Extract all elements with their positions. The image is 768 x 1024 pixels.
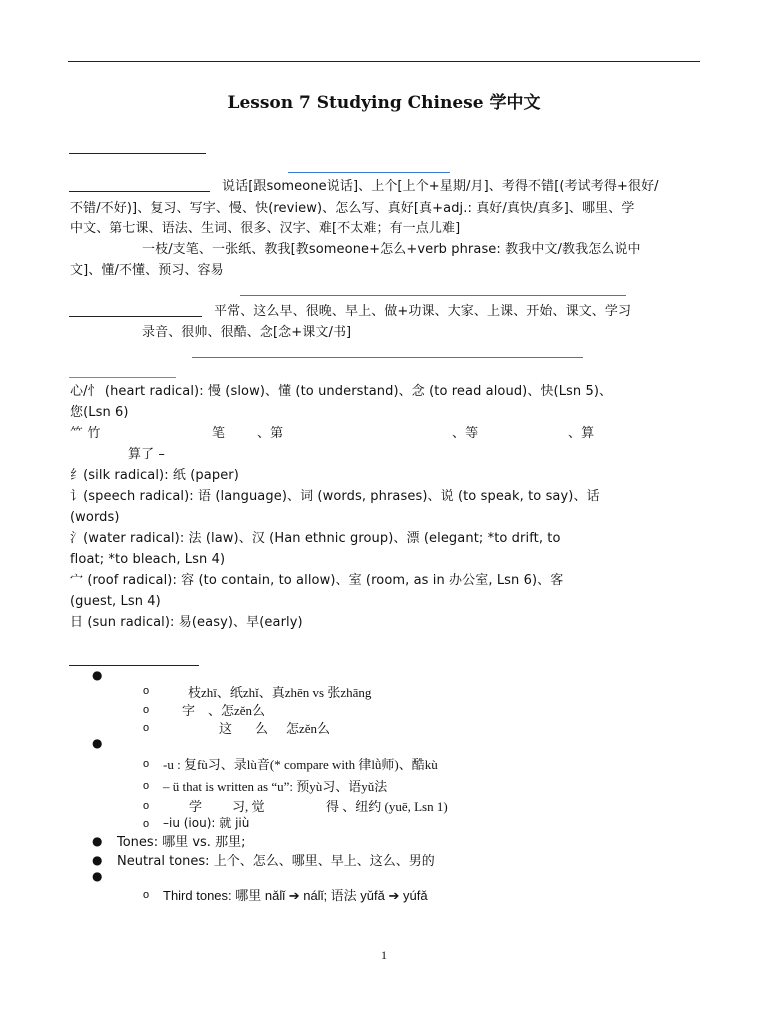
neutral-tones-line: Neutral tones: 上个、怎么、哪里、早上、这么、男的 xyxy=(117,854,435,869)
pron-item: 枝zhī、纸zhǐ、真zhēn vs 张zhāng xyxy=(188,685,372,700)
header-rule xyxy=(68,61,700,62)
pron-item: Third tones: 哪里 nǎlǐ ➔ nálǐ; 语法 yǔfǎ ➔ yúfǎ xyxy=(163,888,428,903)
pron-item: 怎zěn么 xyxy=(286,721,331,736)
sub-bullet: o xyxy=(143,800,150,812)
sub-bullet: o xyxy=(143,780,150,792)
bullet: ● xyxy=(92,853,103,867)
radical-water: float; *to bleach, Lsn 4) xyxy=(70,552,226,567)
bullet: ● xyxy=(92,736,103,750)
section-heading-blank xyxy=(69,191,210,192)
radical-heart: 心/忄 (heart radical): 慢 (slow)、懂 (to understand)、念 (to read aloud)、快(Lsn 5)、 xyxy=(70,384,613,399)
blue-underline xyxy=(192,357,583,358)
section-heading-blank xyxy=(69,153,206,154)
pron-item: 、怎zěn么 xyxy=(208,703,266,718)
bullet: ● xyxy=(92,869,103,883)
radical-heart: 您(Lsn 6) xyxy=(70,405,129,420)
bullet: ● xyxy=(92,668,103,682)
section-heading-blank xyxy=(69,665,199,666)
pron-item: 习, 觉 xyxy=(232,799,265,814)
section-heading-blank xyxy=(69,316,202,317)
pron-item: –iu (iou): 就 jiù xyxy=(163,816,250,830)
radical-roof: (guest, Lsn 4) xyxy=(70,594,161,609)
pron-item: 字 xyxy=(182,703,196,718)
radical-speech: (words) xyxy=(70,510,120,525)
radical-bamboo: 、第 xyxy=(257,426,284,441)
pron-item: – ü that is written as “u”: 预yù习、语yǔ法 xyxy=(163,779,388,794)
verbs-line: 不错/不好)]、复习、写字、慢、快(review)、怎么写、真好[真+adj.: 真好/真快/真多]、哪里、学 xyxy=(70,201,635,216)
pron-item: 这 xyxy=(219,721,233,736)
page-title: Lesson 7 Studying Chinese 学中文 xyxy=(227,93,541,113)
tones-line: Tones: 哪里 vs. 那里; xyxy=(117,835,246,850)
sub-bullet: o xyxy=(143,704,150,716)
more-line: 录音、很帅、很酷、念[念+课文/书] xyxy=(142,325,352,340)
radical-bamboo: 笔 xyxy=(212,426,226,441)
radical-silk: 纟(silk radical): 纸 (paper) xyxy=(70,468,239,483)
radical-bamboo: 、等 xyxy=(452,426,479,441)
radical-bamboo: 算了 – xyxy=(128,447,166,462)
pron-item: 学 xyxy=(189,799,203,814)
verbs-line: 一枝/支笔、一张纸、教我[教someone+怎么+verb phrase: 教我中文/教我怎么说中 xyxy=(142,242,641,257)
radical-speech: 讠(speech radical): 语 (language)、词 (words, phrases)、说 (to speak, to say)、话 xyxy=(70,489,600,504)
sub-bullet: o xyxy=(143,685,150,697)
verbs-line: 中文、第七课、语法、生词、很多、汉字、难[不太难；有一点儿难] xyxy=(70,221,461,236)
sub-bullet: o xyxy=(143,722,150,734)
blue-underline xyxy=(240,295,626,296)
sub-bullet: o xyxy=(143,758,150,770)
pron-item: 得 、纽约 (yuē, Lsn 1) xyxy=(326,799,448,814)
section-heading-blank xyxy=(69,377,176,378)
radical-roof: 宀 (roof radical): 容 (to contain, to allow)、室 (room, as in 办公室, Lsn 6)、客 xyxy=(70,573,564,588)
blue-underline xyxy=(288,172,450,173)
radical-water: 氵(water radical): 法 (law)、汉 (Han ethnic group)、漂 (elegant; *to drift, to xyxy=(70,531,561,546)
sub-bullet: o xyxy=(143,889,150,901)
more-line: 平常、这么早、很晚、早上、做+功课、大家、上课、开始、课文、学习 xyxy=(214,304,632,319)
sub-bullet: o xyxy=(143,818,150,830)
radical-bamboo: ⺮ 竹 xyxy=(70,426,101,441)
radical-sun: 日 (sun radical): 易(easy)、早(early) xyxy=(70,615,303,630)
radical-bamboo: 、算 xyxy=(568,426,595,441)
page-number: 1 xyxy=(381,948,387,962)
bullet: ● xyxy=(92,834,103,848)
verbs-line: 说话[跟someone说话]、上个[上个+星期/月]、考得不错[(考试考得+很好/ xyxy=(222,179,659,194)
pron-item: 么 xyxy=(255,721,269,736)
pron-item: -u : 复fù习、录lù音(* compare with 律lǜ师)、酷kù xyxy=(163,757,438,772)
verbs-line: 文]、懂/不懂、预习、容易 xyxy=(70,263,224,278)
